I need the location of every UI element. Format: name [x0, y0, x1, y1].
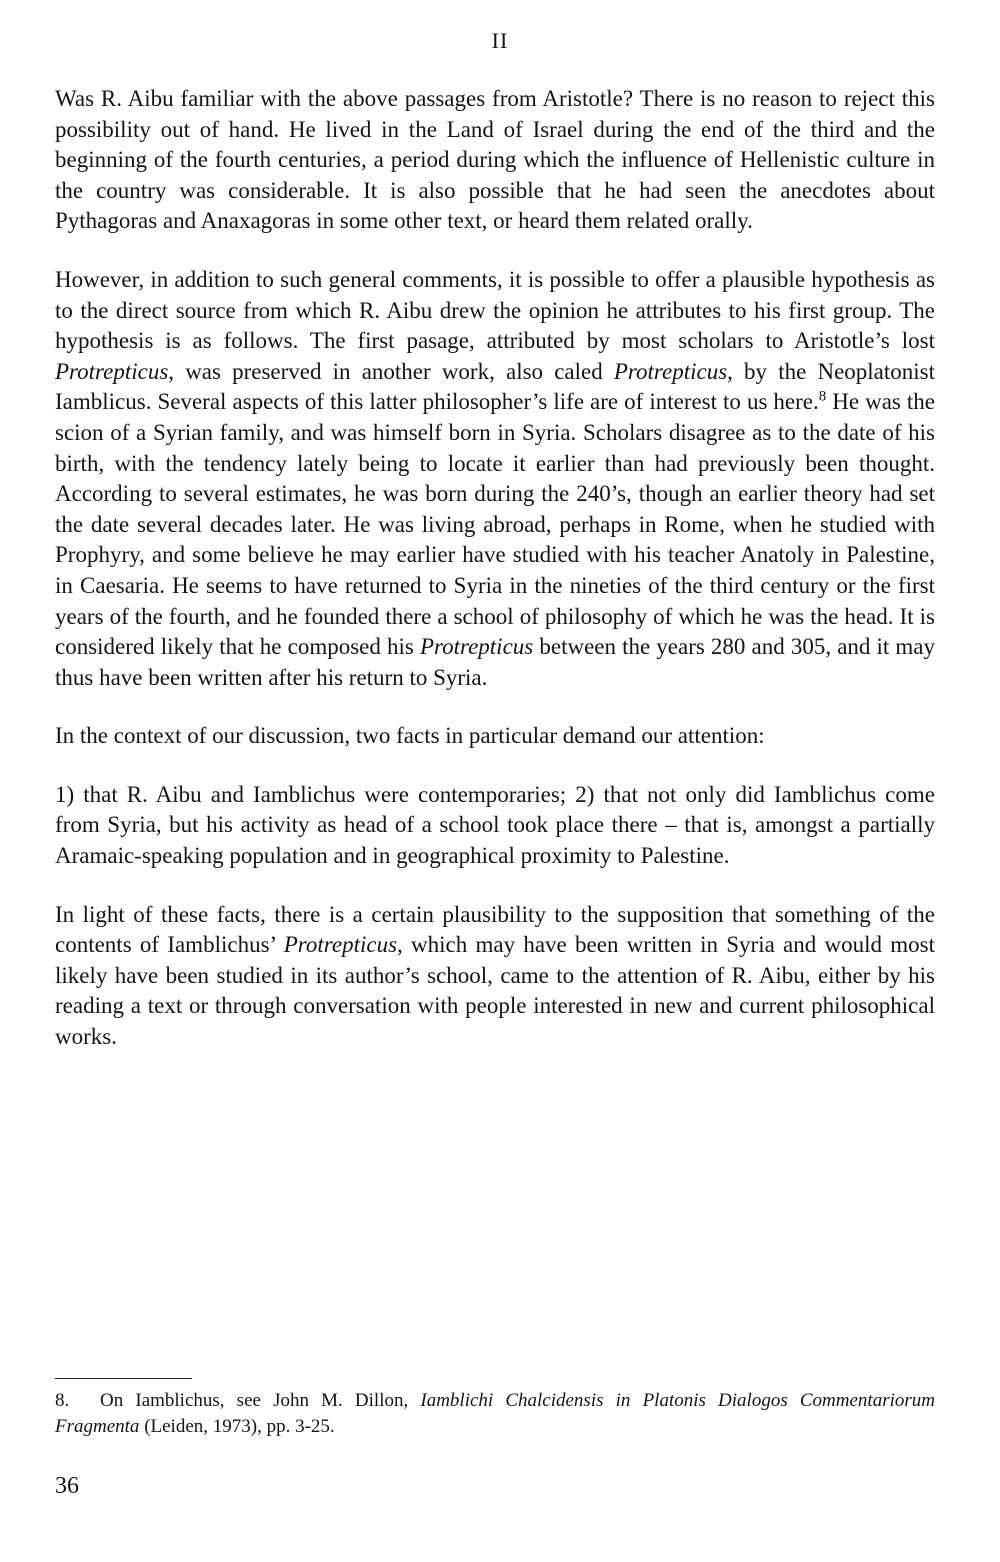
footnote-divider [55, 1378, 192, 1379]
paragraph-2-text-2: , was preserved in another work, also caled [168, 358, 614, 384]
paragraph-4: 1) that R. Aibu and Iamblichus were contemporaries; 2) that not only did Iamblichus come from Syria, but his activity as head of a school took place there – that is, amongst a partially Aramaic-speaking population and in geographical proximity to Palestine. [55, 781, 935, 869]
protrepticus-title-4: Protrepticus [283, 932, 398, 958]
protrepticus-title-3: Protrepticus [419, 634, 534, 660]
footnote-8 [55, 1388, 935, 1440]
protrepticus-title-2: Protrepticus [613, 358, 728, 384]
paragraph-2-text-1: However, in addition to such general comments, it is possible to offer a plausible hypothesis as to the direct source from which R. Aibu drew the opinion he attributes to his first group. The hypothesis is as follows. The first pasage, attributed by most scholars to Aristotle’s lost [55, 266, 935, 354]
paragraph-3: In the context of our discussion, two facts in particular demand our attention: [55, 723, 765, 749]
paragraph-1: Was R. Aibu familiar with the above passages from Aristotle? There is no reason to reject this possibility out of hand. He lived in the Land of Israel during the end of the third and the beginning of the fourth centuries, a period during which the influence of Hellenistic culture in the country was considerable. It is also possible that he had seen the anecdotes about Pythagoras and Anaxagoras in some other text, or heard them related orally. [55, 86, 935, 234]
paragraph-5-text-2: , which may have been written in Syria and would most likely have been studied in its author’s school, came to the attention of R. Aibu, either by his reading a text or through conversation with people interested in new and current philosophical works. [55, 932, 935, 1050]
footnote-number: 8. [55, 1390, 70, 1411]
paragraph-2-text-3: , by the Neoplatonist Iamblicus. Several aspects of this latter philosopher’s life are of interest to us here. [55, 358, 935, 415]
protrepticus-title-1: Protrepticus [55, 358, 169, 384]
paragraph-2 [55, 265, 935, 693]
footnote-text-2: (Leiden, 1973), pp. 3-25. [139, 1416, 335, 1437]
footnote-reference[interactable]: 8 [818, 388, 827, 405]
page-number: 36 [55, 1473, 79, 1499]
paragraph-5 [55, 900, 935, 1053]
paragraph-2-text-5: between the years 280 and 305, and it may thus have been written after his return to Syria. [55, 634, 936, 690]
paragraph-2-text-4: He was the scion of a Syrian family, and was himself born in Syria. Scholars disagree as to the date of his birth, with the tendency lately being to locate it earlier than had previously been thought. According to several estimates, he was born during the 240’s, though an earlier theory had set the date several decades later. He was living abroad, perhaps in Rome, when he studied with Prophyry, and some believe he may earlier have studied with his teacher Anatoly in Palestine, in Caesaria. He seems to have returned to Syria in the nineties of the third century or the first years of the fourth, and he founded there a school of philosophy of which he was the head. It is considered likely that he composed his [55, 389, 935, 660]
footnote-text-1: On Iamblichus, see John M. Dillon, [100, 1390, 421, 1411]
running-head: II [491, 28, 509, 53]
main-text [55, 84, 935, 1081]
footnote-book-title: Iamblichi Chalcidensis in Platonis Dialogos Commentariorum Fragmenta [55, 1390, 935, 1437]
paragraph-5-text-1: In light of these facts, there is a certain plausibility to the supposition that something of the contents of Iamblichus’ [55, 901, 935, 958]
